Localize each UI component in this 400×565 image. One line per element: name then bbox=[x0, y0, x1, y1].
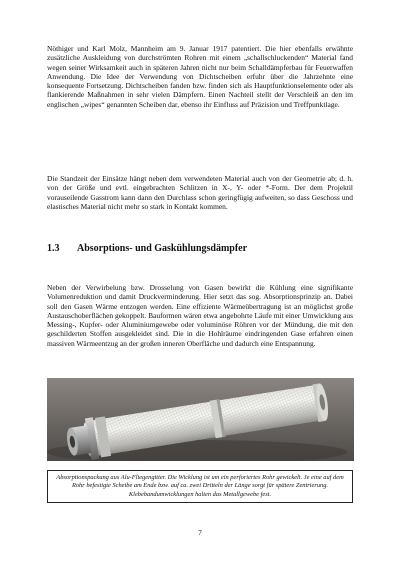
paragraph-absorption-principle: Neben der Verwirbelung bzw. Drosselung von Gasen bewirkt die Kühlung eine signifikante Volumenreduktion und damit Druckverminderung. Hier setzt das sog. Absorptionsprinzip an. Dabei soll den Gasen Wärme entzogen werden. Eine effiziente Wärmeübertragung ist an möglichst große Austauschoberflächen gekoppelt. Bauformen wären etwa angebohrte Läufe mit einer Umwicklung aus Messing-, Kupfer- oder Aluminiumgewebe oder voluminöse Röhren vor der Mündung, die mit den geschilderten Stoffen ausgekleidet sind. Die in die Hohlräume eindringenden Gase erfahren einen massiven Wärmeentzug an der großen inneren Oberfläche und dadurch eine Entspannung. bbox=[47, 283, 353, 348]
paragraph-patent-history: Nöthiger und Karl Molz, Mannheim am 9. Januar 1917 patentiert. Die hier ebenfalls erwähnte zusätzliche Auskleidung von durchströmten Rohren mit einem „schallschluckenden“ Material fand wegen seiner Wirksamkeit auch in späteren Jahren nicht nur beim Schalldämpferbau für Feuerwaffen Anwendung. Die Idee der Verwendung von Dichtscheiben erfuhr über die Jahrzehnte eine konsequente Fortsetzung. Dichtscheiben fanden bzw. finden sich als Hauptfunktionselemente oder als flankierende Maßnahmen in sehr vielen Dämpfern. Einen Nachteil stellt der Verschleiß an den im englischen „wipes“ genannten Scheiben dar, ebenso ihr Einfluss auf Präzision und Treffpunktlage. bbox=[47, 44, 353, 109]
section-heading bbox=[47, 243, 247, 254]
absorption-packing-photo bbox=[47, 378, 354, 461]
figure-caption: Absorptionspackung aus Alu-Fliegengitter. Die Wicklung ist um ein perforiertes Rohr gewickelt. Je eine auf dem Rohr befestigte Scheibe am Ende bzw. auf ca. zwei Dritteln der Länge sorgt für spätere Zentrierung. Klebebandumwicklungen halten das Metallgewebe fest. bbox=[47, 470, 353, 503]
page-number: 7 bbox=[198, 528, 202, 537]
paragraph-insert-lifetime: Die Standzeit der Einsätze hängt neben dem verwendeten Material auch von der Geometrie ab; d. h. von der Größe und evtl. eingebrachten Schlitzen in X-, Y- oder *-Form. Der dem Projektil vorauseilende Gasstrom kann dann den Durchlass schon geringfügig aufweiten, so dass Geschoss und elastisches Material nicht mehr so stark in Kontakt kommen. bbox=[47, 174, 353, 211]
section-number: 1.3 bbox=[47, 243, 60, 254]
section-title: Absorptions- und Gaskühlungsdämpfer bbox=[77, 243, 248, 254]
